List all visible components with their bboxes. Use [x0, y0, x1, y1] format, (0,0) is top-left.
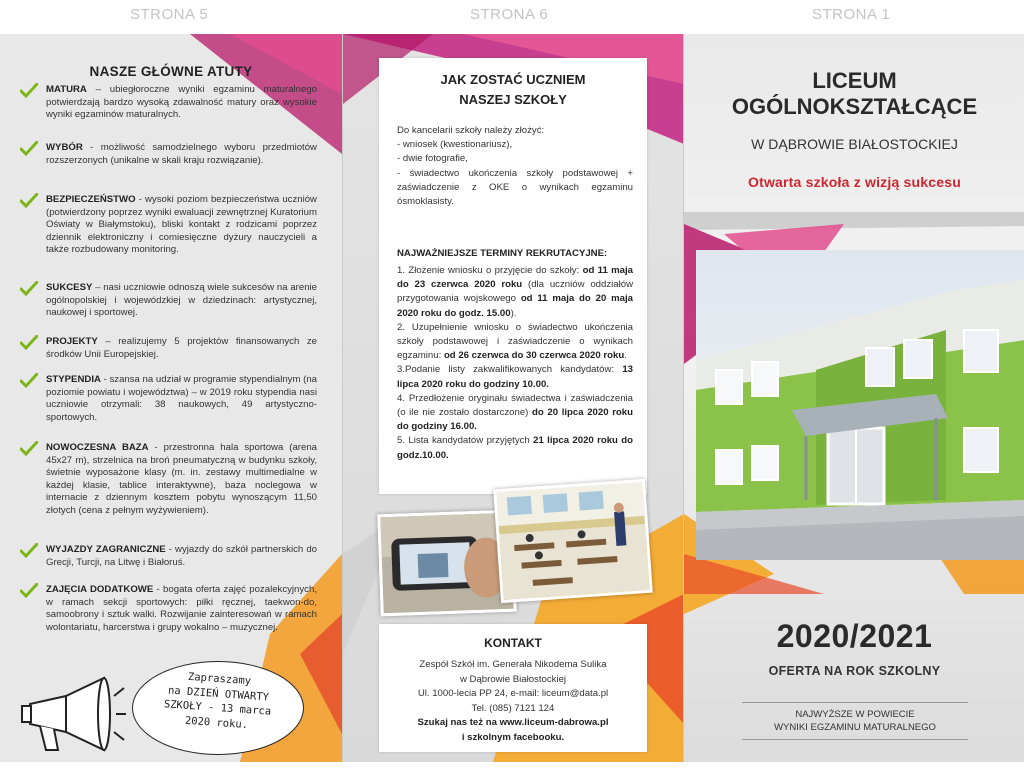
deadlines-title: NAJWAŻNIEJSZE TERMINY REKRUTACYJNE:	[397, 248, 608, 259]
contact-phone: Tel. (085) 7121 124	[471, 702, 555, 714]
feature-item	[22, 282, 317, 320]
deadline-step: 5. Lista kandydatów przyjętych 21 lipca 2020 roku do godz.10.00.	[397, 435, 633, 461]
contact-facebook: i szkolnym facebooku.	[461, 731, 565, 743]
admission-card	[379, 58, 647, 494]
admission-title: JAK ZOSTAĆ UCZNIEM NASZEJ SZKOŁY	[440, 72, 586, 107]
deadlines-list	[397, 264, 633, 463]
results-box	[742, 702, 968, 740]
page-label-1: STRONA 1	[812, 6, 891, 23]
checkmark-icon	[20, 373, 38, 389]
contact-school: Zespół Szkół im. Generała Nikodema Sulika	[419, 659, 607, 670]
feature-text: PROJEKTY – realizujemy 5 projektów finansowanych ze środków Unii Europejskiej.	[46, 336, 317, 360]
feature-item	[22, 442, 317, 518]
documents-intro: Do kancelarii szkoły należy złożyć:	[397, 125, 545, 136]
document-item: - świadectwo ukończenia szkoły podstawowej + zaświadczenie z OKE o wynikach egzaminu ósmoklasisty.	[397, 167, 633, 208]
photo-exam-hall	[493, 479, 653, 603]
contact-address: Ul. 1000-lecia PP 24, e-mail: liceum@data.pl	[417, 688, 609, 699]
checkmark-icon	[20, 583, 38, 599]
checkmark-icon	[20, 543, 38, 559]
documents-list	[397, 124, 633, 209]
open-day-text: Zapraszamy na DZIEŃ OTWARTY SZKOŁY - 13 marca 2020 roku.	[163, 670, 272, 731]
feature-text: NOWOCZESNA BAZA - przestronna hala sportowa (arena 45x27 m), strzelnica na broń pneumatyczną w budynku szkoły, świetnie wyposażone klasy (m. in. zestawy multimedialne w każdej klasie, tablice interaktywne), baza noclegowa w internacie z dziennym kosztem pobytu wynoszącym 11,50 złotych (cena z pełnym wyżywieniem).	[46, 442, 317, 516]
feature-item	[22, 374, 317, 424]
school-name: LICEUM OGÓLNOKSZTAŁCĄCE	[731, 68, 978, 119]
deadline-step: 4. Przedłożenie oryginału świadectwa i zaświadczenia (o ile nie zostało dostarczone) do 20 lipca 2020 roku do godziny 16.00.	[397, 392, 633, 433]
checkmark-icon	[20, 83, 38, 99]
panel-page-6	[342, 34, 684, 762]
feature-item	[22, 142, 317, 167]
document-item: - wniosek (kwestionariusz),	[397, 139, 513, 151]
offer-label: OFERTA NA ROK SZKOLNY	[768, 664, 941, 678]
results-text: NAJWYŻSZE W POWIECIE WYNIKI EGZAMINU MATURALNEGO	[774, 709, 936, 733]
checkmark-icon	[20, 441, 38, 457]
checkmark-icon	[20, 193, 38, 209]
school-town: W DĄBROWIE BIAŁOSTOCKIEJ	[751, 136, 958, 152]
contact-lines	[379, 658, 647, 745]
document-item: - dwie fotografie,	[397, 153, 468, 165]
feature-item	[22, 194, 317, 257]
school-building-photo	[696, 250, 1024, 560]
open-day-bubble	[132, 661, 304, 755]
contact-title: KONTAKT	[484, 636, 542, 650]
page-label-5: STRONA 5	[130, 6, 209, 23]
feature-text: SUKCESY – nasi uczniowie odnoszą wiele sukcesów na arenie ogólnopolskiej i wojewódzkiej w dziedzinach: artystycznej, naukowej i sportowej.	[46, 282, 317, 319]
deadline-step: 2. Uzupełnienie wniosku o świadectwo ukończenia szkoły podstawowej i zaświadczenie o wynikach egzaminu: od 26 czerwca do 30 czerwca 2020 roku.	[397, 321, 633, 362]
checkmark-icon	[20, 335, 38, 351]
deadline-step: 1. Złożenie wniosku o przyjęcie do szkoły: od 11 maja do 23 czerwca 2020 roku (dla uczniów oddziałów przygotowania wojskowego od 11 maja do 20 maja 2020 roku do godz. 15.00).	[397, 265, 634, 319]
panel-page-1	[683, 34, 1024, 762]
megaphone-icon	[16, 674, 126, 758]
feature-item	[22, 544, 317, 569]
feature-text: WYBÓR - możliwość samodzielnego wyboru przedmiotów rozszerzonych (unikalne w skali kraju rozwiązanie).	[46, 142, 317, 166]
contact-website: Szukaj nas też na www.liceum-dabrowa.pl	[417, 717, 609, 728]
contact-card	[379, 624, 647, 752]
checkmark-icon	[20, 281, 38, 297]
features-title: NASZE GŁÓWNE ATUTY	[89, 64, 253, 79]
feature-item	[22, 584, 317, 634]
feature-item	[22, 336, 317, 361]
school-year: 2020/2021	[776, 618, 933, 654]
deadline-step: 3.Podanie listy zakwalifikowanych kandydatów: 13 lipca 2020 roku do godziny 10.00.	[397, 364, 633, 390]
checkmark-icon	[20, 141, 38, 157]
panel-page-5	[0, 34, 342, 762]
contact-town: w Dąbrowie Białostockiej	[459, 673, 567, 685]
page-label-6: STRONA 6	[470, 6, 549, 23]
feature-text: BEZPIECZEŃSTWO - wysoki poziom bezpieczeństwa uczniów (potwierdzony poprzez wyniki ewaluacji zewnętrznej Kuratorium Oświaty w Białymstoku), bliski kontakt z rodzicami poprzez dziennik elektroniczny i comiesięczne dyżury nauczycieli a także rozbudowany monitoring.	[46, 194, 317, 256]
feature-text: WYJAZDY ZAGRANICZNE - wyjazdy do szkół partnerskich do Grecji, Turcji, na Litwę i Białoruś.	[46, 544, 318, 568]
feature-text: STYPENDIA - szansa na udział w programie stypendialnym (na poziomie powiatu i województwa) – w 2019 roku stypendia nasi uczniowie otrzymali: 38 naukowych, 49 artystyczno-sportowych.	[46, 374, 317, 423]
feature-item	[22, 84, 317, 122]
feature-text: ZAJĘCIA DODATKOWE - bogata oferta zajęć pozalekcyjnych, w ramach sekcji sportowych: piłki ręcznej, taekwon-do, samoobrony i sztuk walki. Rozwijanie zainteresowań w ramach wolontariatu, harcerstwa i grupy wokalno – muzycznej.	[46, 584, 317, 633]
school-motto: Otwarta szkoła z wizją sukcesu	[748, 174, 961, 190]
feature-text: MATURA – ubiegłoroczne wyniki egzaminu maturalnego potwierdzają bardzo wysoką zdawalność matury oraz wysokie wyniki egzaminów maturalnych.	[46, 84, 317, 121]
